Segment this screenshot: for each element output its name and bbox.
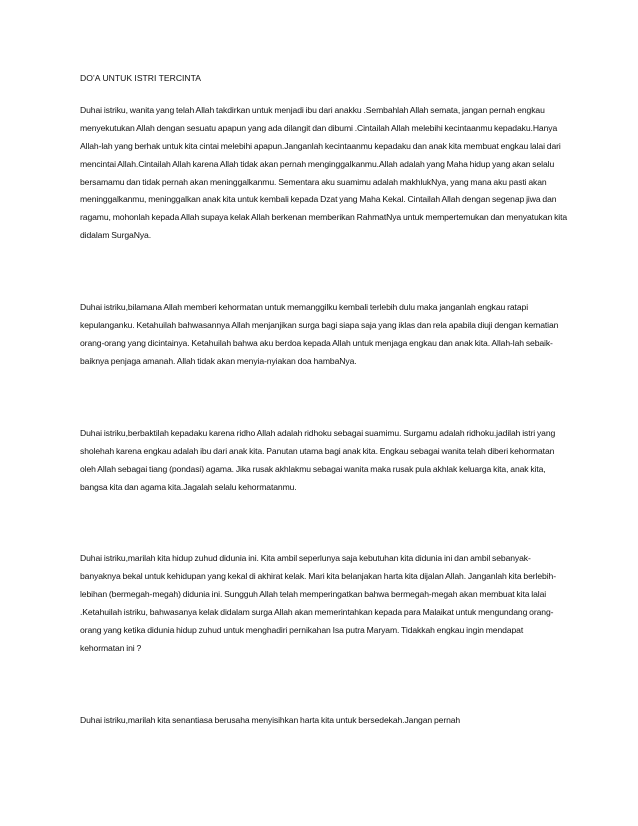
document-title: DO’A UNTUK ISTRI TERCINTA: [80, 73, 201, 83]
paragraph-5: Duhai istriku,marilah kita senantiasa berusaha menyisihkan harta kita untuk bersedekah.Jangan pernah: [80, 714, 461, 725]
paragraph-1: Duhai istriku, wanita yang telah Allah takdirkan untuk menjadi ibu dari anakku .Sembahlah Allah semata, jangan pernah engkau menyekutukan Allah dengan sesuatu apapun yang ada dilangit dan dibumi .Cintailah Allah melebihi kecintaanmu kepadaku.Hanya Allah-lah yang berhak untuk kita cintai melebihi apapun.Janganlah kecintaanmu kepadaku dan anak kita membuat engkau lalai dari mencintai Allah.Cintailah Allah karena Allah tidak akan pernah menginggalkanmu.Allah adalah yang Maha hidup yang akan selalu bersamamu dan tidak pernah akan meninggalkanmu. Sementara aku suamimu adalah makhlukNya, yang mana aku pasti akan meninggalkanmu, meninggalkan anak kita untuk kembali kepada Dzat yang Maha Kekal. Cintailah Allah dengan segenap jiwa dan ragamu, mohonlah kepada Allah supaya kelak Allah berkenan memberikan RahmatNya untuk mempertemukan dan menyatukan kita didalam SurgaNya.: [80, 104, 568, 241]
document-body: [80, 70, 568, 730]
paragraph-2: Duhai istriku,bilamana Allah memberi kehormatan untuk memanggilku kembali terlebih dulu maka janganlah engkau ratapi kepulanganku. Ketahuilah bahwasannya Allah menjanjikan surga bagi siapa saja yang iklas dan rela apabila diuji dengan kematian orang-orang yang dicintainya. Ketahuilah bahwa aku berdoa kepada Allah untuk menjaga engkau dan anak kita. Allah-lah sebaik-baiknya penjaga amanah. Allah tidak akan menyia-nyiakan doa hambaNya.: [80, 302, 559, 366]
paragraph-3: Duhai istriku,berbaktilah kepadaku karena ridho Allah adalah ridhoku sebagai suamimu. Surgamu adalah ridhoku.jadilah istri yang sholehah karena engkau adalah ibu dari anak kita. Panutan utama bagi anak kita. Engkau sebagai wanita telah diberi kehormatan oleh Allah sebagai tiang (pondasi) agama. Jika rusak akhlakmu sebagai wanita maka rusak pula akhlak keluarga kita, anak kita, bangsa kita dan agama kita.Jagalah selalu kehormatanmu.: [80, 427, 556, 492]
paragraph-4: Duhai istriku,marilah kita hidup zuhud didunia ini. Kita ambil seperlunya saja kebutuhan kita didunia ini dan ambil sebanyak-banyaknya bekal untuk kehidupan yang kekal di akhirat kelak. Mari kita belanjakan harta kita dijalan Allah. Janganlah kita berlebih-lebihan (bermegah-megah) didunia ini. Sungguh Allah telah memperingatkan bahwa bermegah-megah akan membuat kita lalai .Ketahuilah istriku, bahwasanya kelak didalam surga Allah akan memerintahkan kepada para Malaikat untuk mengundang orang-orang yang ketika didunia hidup zuhud untuk menghadiri pernikahan Isa putra Maryam. Tidakkah engkau ingin mendapat kehormatan ini ?: [80, 553, 556, 653]
